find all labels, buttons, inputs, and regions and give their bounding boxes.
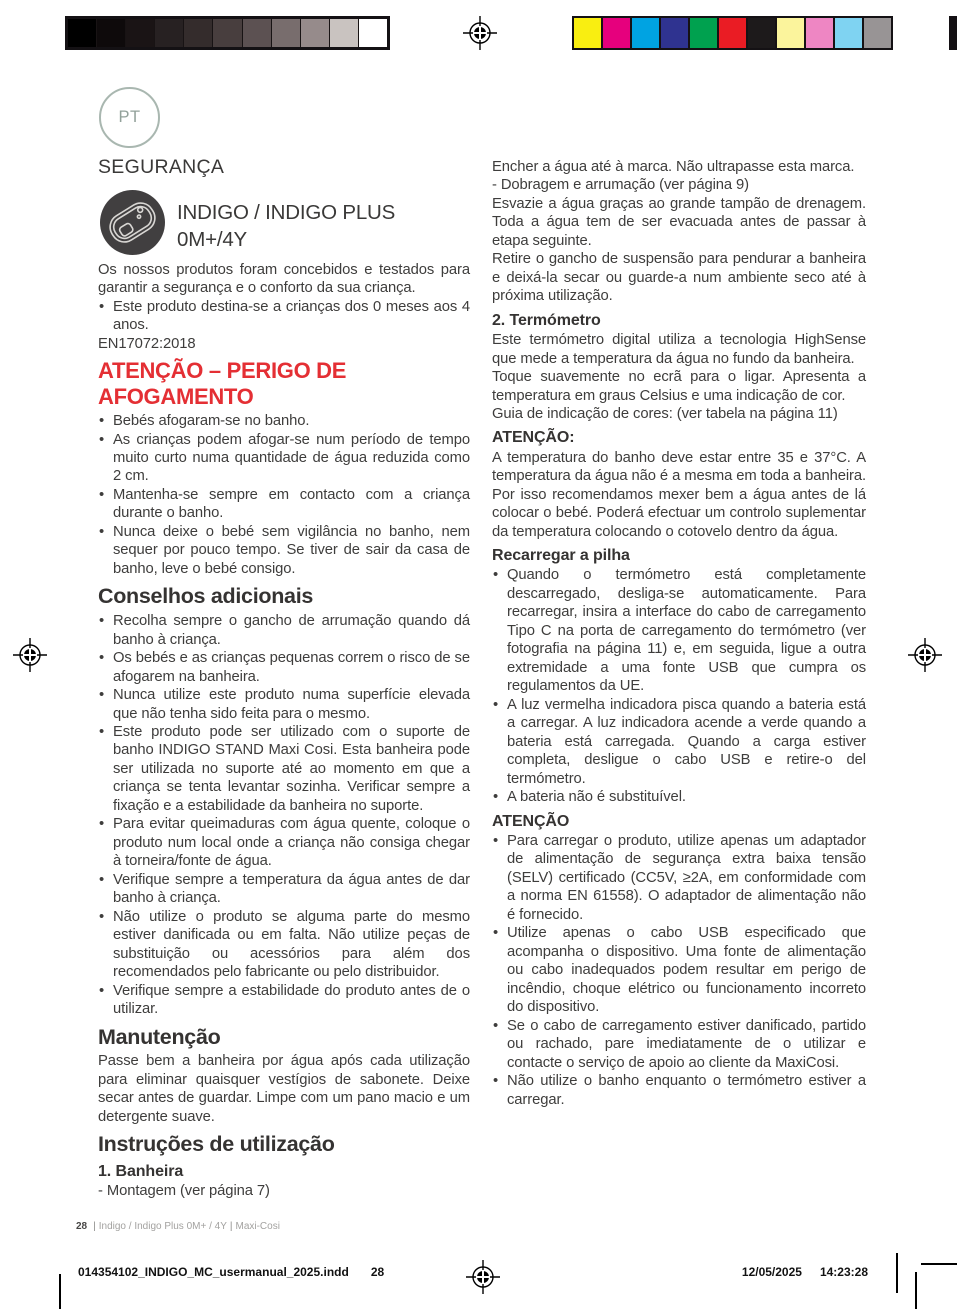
bullet-marker: • — [493, 696, 499, 713]
right-text-column — [492, 158, 866, 1109]
bullet-item — [98, 612, 470, 649]
registration-mark-icon — [466, 1260, 500, 1294]
footer-brand: Maxi-Cosi — [235, 1221, 280, 1232]
bullet-marker: • — [99, 724, 105, 740]
color-swatch — [603, 18, 632, 48]
registration-mark-icon — [463, 16, 497, 50]
paragraph: Encher a água até à marca. Não ultrapasse esta marca. — [492, 159, 855, 175]
bullet-item — [98, 982, 470, 1019]
bullet-text: Utilize apenas o cabo USB especificado que acompanha o dispositivo. Uma fonte de alimentação ou cabo inadequados podem resultar em perigo de incêndio, choque elétrico ou funcionamento incorreto do dispositivo. — [507, 925, 866, 1016]
footer-page-number: 28 — [76, 1221, 88, 1232]
bullet-item — [492, 788, 866, 806]
bullet-text: As crianças podem afogar-se num período de tempo muito curto numa quantidade de água reduzida como 2 cm. — [113, 431, 470, 485]
bullet-text: Para carregar o produto, utilize apenas um adaptador de alimentação de segurança extra baixa tensão (SELV) certificado (CC5V, ≥2A, em conformidade com a norma EN 61558). O adaptador de alimentação não é fornecido. — [507, 832, 866, 923]
bullet-text: Não utilize o produto se alguma parte do mesmo estiver danificada ou em falta. Não utilize peças de substituição ou acessórios para além dos recomendados pelo fabricante ou pelo distribuidor. — [113, 908, 470, 981]
bullet-item — [98, 871, 470, 908]
bullet-item — [492, 832, 866, 924]
bullet-text: Este produto destina-se a crianças dos 0 meses aos 4 anos. — [113, 298, 470, 334]
bullet-text: Bebés afogaram-se no banho. — [113, 413, 310, 430]
paragraph: Toque suavemente no ecrã para o ligar. Apresenta a temperatura em graus Celsius e uma indicação de cor. — [492, 369, 866, 404]
sub-heading: 2. Termómetro — [492, 311, 601, 329]
paragraph: Retire o gancho de suspensão para pendurar a banheira e deixá-la secar ou guarde-a num ambiente seco até à próxima utilização. — [492, 251, 866, 305]
bullet-marker: • — [99, 687, 105, 704]
bullet-item — [98, 298, 470, 335]
bullet-text: Para evitar queimaduras com água quente, coloque o produto num local onde a criança não consiga chegar à torneira/fonte de água. — [113, 816, 470, 870]
bullet-item — [492, 696, 866, 788]
bullet-text: Verifique sempre a estabilidade do produto antes de o utilizar. — [113, 982, 470, 1018]
grayscale-swatch — [301, 19, 330, 47]
registration-mark-icon — [908, 638, 942, 672]
language-badge — [99, 87, 160, 148]
sub-heading: ATENÇÃO — [492, 812, 570, 830]
paragraph: A temperatura do banho deve estar entre 35 e 37°C. A temperatura da água não é a mesma em toda a banheira. Por isso recomendamos mexer bem a água antes de lá colocar o bebé. Poderá efectuar um controlo suplementar da temperatura colocando o cotovelo dentro da água. — [492, 449, 866, 540]
bullet-text: Quando o termómetro está completamente descarregado, desliga-se automaticamente. Para recarregar, insira a interface do cabo de carregamento Tipo C na porta de carregamento do termómetro (ver fotografia na página 11) e, em seguida, ligue a outra extremidade a uma fonte USB que cumpra os regulamentos da UE. — [507, 567, 866, 695]
bullet-text: A bateria não é substituível. — [507, 789, 686, 806]
color-swatch — [835, 18, 864, 48]
slug-sheet-number: 28 — [370, 1265, 385, 1279]
bullet-text: Nunca deixe o bebé sem vigilância no banho, nem sequer por pouco tempo. Se tiver de sair da casa de banho, leve o bebé consigo. — [113, 523, 470, 577]
bullet-item — [98, 412, 470, 430]
bullet-marker: • — [99, 982, 105, 999]
footer-product-line: Indigo / Indigo Plus 0M+ / 4Y — [98, 1221, 227, 1232]
paragraph: Os nossos produtos foram concebidos e testados para garantir a segurança e o conforto da sua criança. — [98, 262, 470, 297]
bullet-item — [492, 566, 866, 695]
bullet-marker: • — [99, 613, 105, 630]
product-title — [177, 199, 395, 253]
paragraph: Guia de indicação de cores: (ver tabela na página 11) — [492, 406, 838, 422]
slug-time: 14:23:28 — [819, 1265, 868, 1279]
bathtub-icon — [100, 190, 165, 255]
bullet-text: Nunca utilize este produto numa superfície elevada que não tenha sido feita para o mesmo. — [113, 687, 470, 722]
paragraph: Esvazie a água graças ao grande tampão de drenagem. Toda a água tem de ser evacuada antes de passar à etapa seguinte. — [492, 195, 866, 249]
grayscale-swatch — [155, 19, 184, 47]
bullet-item — [492, 924, 866, 1016]
sub-heading: Recarregar a pilha — [492, 547, 630, 565]
bullet-text: Este produto pode ser utilizado com o suporte de banho INDIGO STAND Maxi Cosi. Esta banheira pode ser utilizada no suporte até ao momento em que a criança se tenta levantar sozinha. Verificar sempre a fixação e a estabilidade da banheira no suporte. — [113, 724, 470, 814]
color-swatch — [661, 18, 690, 48]
print-slug-filename — [78, 1265, 384, 1279]
grayscale-swatch — [359, 19, 387, 47]
grayscale-swatch — [97, 19, 126, 47]
crop-mark — [896, 1253, 898, 1293]
color-swatch — [574, 18, 603, 48]
language-badge-label: PT — [118, 108, 141, 126]
bullet-marker: • — [99, 650, 105, 667]
color-swatch — [632, 18, 661, 48]
paragraph: Este termómetro digital utiliza a tecnologia HighSense que mede a temperatura da água no fundo da banheira. — [492, 332, 866, 367]
grayscale-swatch — [184, 19, 213, 47]
bullet-marker: • — [493, 567, 499, 584]
bullet-item — [492, 1017, 866, 1072]
text-line: - Dobragem e arrumação (ver página 9) — [492, 177, 750, 194]
section-heading: Instruções de utilização — [98, 1132, 335, 1157]
paragraph: Passe bem a banheira por água após cada utilização para eliminar quaisquer vestígios de sabonete. Deixe secar antes de guardar. Limpe com um pano macio e um detergente suave. — [98, 1053, 470, 1125]
bullet-item — [98, 723, 470, 815]
bullet-marker: • — [493, 789, 499, 806]
bullet-marker: • — [99, 298, 105, 315]
bullet-text: Verifique sempre a temperatura da água antes de dar banho à criança. — [113, 871, 470, 907]
color-swatch — [719, 18, 748, 48]
bullet-marker: • — [99, 486, 105, 503]
registration-mark-icon — [13, 638, 47, 672]
footer-separator: | — [93, 1221, 96, 1232]
bullet-item — [98, 486, 470, 523]
slug-date: 12/05/2025 — [741, 1265, 802, 1279]
grayscale-swatch — [126, 19, 155, 47]
sub-heading: 1. Banheira — [98, 1163, 184, 1181]
color-swatch — [690, 18, 719, 48]
bullet-text: Os bebés e as crianças pequenas correm o risco de se afogarem na banheira. — [113, 650, 470, 685]
crop-mark — [915, 1272, 917, 1309]
page-title: SEGURANÇA — [98, 156, 225, 178]
color-swatch — [777, 18, 806, 48]
bullet-marker: • — [493, 832, 499, 849]
bullet-marker: • — [99, 816, 105, 833]
page-footer — [76, 1221, 280, 1232]
grayscale-calibration-bar — [65, 16, 390, 50]
crop-mark — [921, 1263, 957, 1265]
grayscale-swatch — [213, 19, 242, 47]
grayscale-swatch — [272, 19, 301, 47]
product-age-range: 0M+/4Y — [177, 228, 248, 251]
bullet-item — [492, 1072, 866, 1109]
product-name: INDIGO / INDIGO PLUS — [177, 201, 396, 224]
bullet-marker: • — [493, 925, 499, 942]
bullet-marker: • — [99, 413, 105, 430]
bullet-item — [98, 523, 470, 578]
section-heading: Conselhos adicionais — [98, 584, 314, 609]
bullet-marker: • — [99, 523, 105, 540]
text-line: - Montagem (ver página 7) — [98, 1183, 270, 1200]
text-line: EN17072:2018 — [98, 335, 196, 352]
print-slug-datetime — [742, 1265, 868, 1279]
bullet-marker: • — [99, 431, 105, 448]
bullet-marker: • — [493, 1017, 499, 1034]
bullet-item — [98, 431, 470, 486]
color-swatch — [806, 18, 835, 48]
grayscale-swatch — [243, 19, 272, 47]
left-text-column — [98, 261, 470, 1201]
color-swatch — [864, 18, 891, 48]
bullet-item — [98, 649, 470, 686]
section-heading: Manutenção — [98, 1024, 221, 1049]
color-calibration-bar — [572, 16, 893, 50]
bullet-marker: • — [99, 871, 105, 888]
footer-separator: | — [229, 1221, 233, 1232]
bullet-item — [98, 686, 470, 723]
bullet-item — [98, 908, 470, 982]
bullet-text: Mantenha-se sempre em contacto com a criança durante o banho. — [113, 486, 470, 522]
warning-heading: ATENÇÃO – PERIGO DE AFOGAMENTO — [98, 358, 347, 409]
color-swatch — [748, 18, 777, 48]
bullet-marker: • — [99, 908, 105, 925]
grayscale-swatch — [330, 19, 359, 47]
edge-color-chip — [949, 16, 957, 50]
bullet-text: Se o cabo de carregamento estiver danificado, partido ou rachado, pare imediatamente de o utilizar e contacte o serviço de apoio ao cliente da MaxiCosi. — [507, 1017, 866, 1071]
bullet-text: Não utilize o banho enquanto o termómetro estiver a carregar. — [507, 1073, 866, 1108]
bullet-item — [98, 815, 470, 870]
bullet-marker: • — [493, 1073, 499, 1090]
bullet-text: A luz vermelha indicadora pisca quando a bateria está a carregar. A luz indicadora acende a verde quando a bateria está carregada. Quando a carga estiver completa, desligue o cabo USB e retire-o del termómetro. — [507, 696, 866, 787]
crop-mark — [59, 1274, 61, 1309]
sub-heading: ATENÇÃO: — [492, 429, 575, 447]
slug-file-name: 014354102_INDIGO_MC_usermanual_2025.indd — [78, 1265, 349, 1279]
grayscale-swatch — [68, 19, 97, 47]
bullet-text: Recolha sempre o gancho de arrumação quando dá banho à criança. — [113, 613, 470, 648]
